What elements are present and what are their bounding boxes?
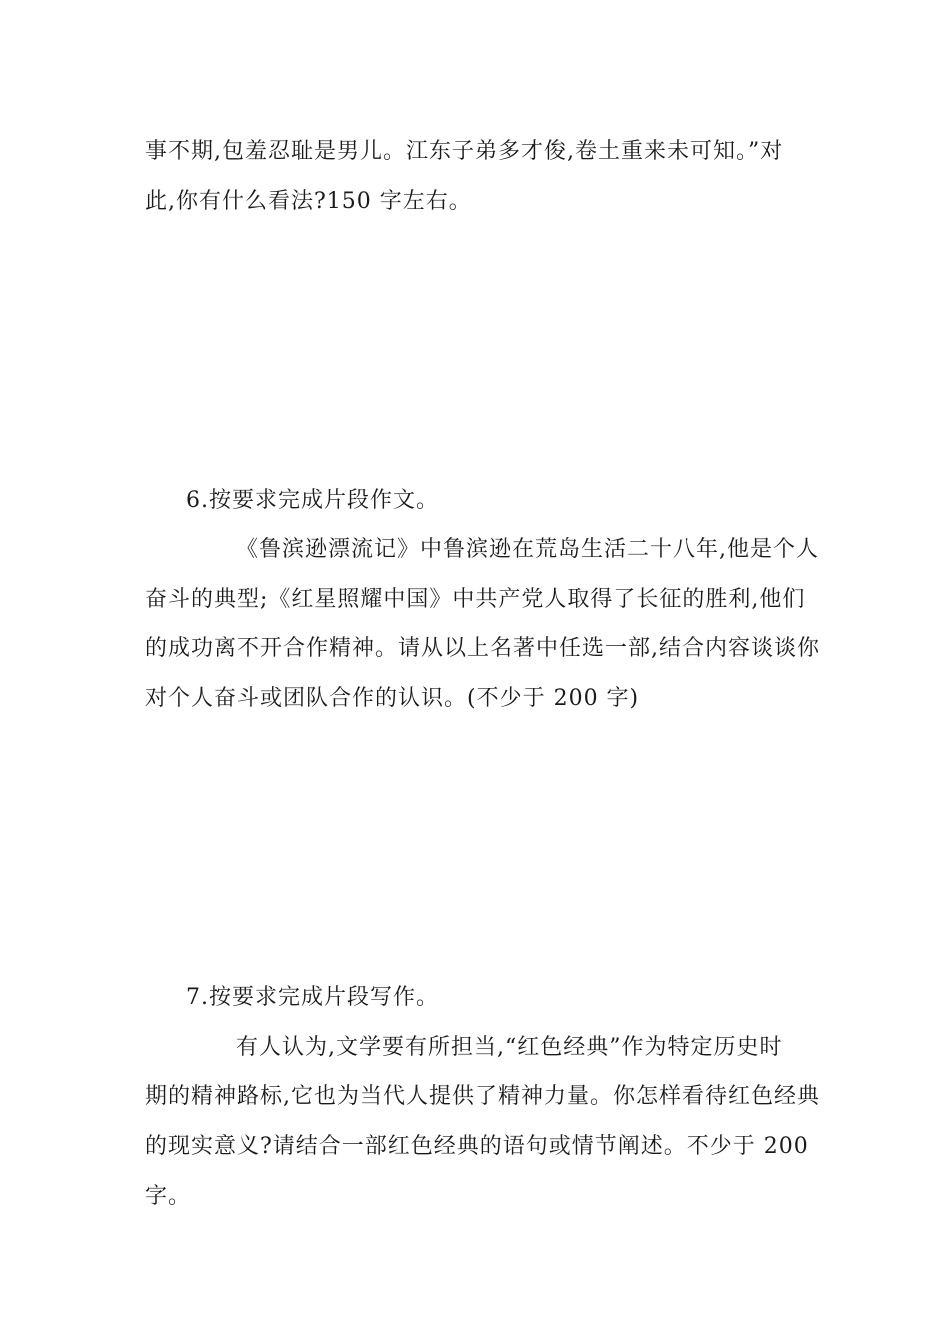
- question-7-line-4: 字。: [145, 1184, 192, 1209]
- question-7-line-3: 的现实意义?请结合一部红色经典的语句或情节阐述。不少于 200: [145, 1134, 809, 1159]
- question-6-line-1: 《鲁滨逊漂流记》中鲁滨逊在荒岛生活二十八年,他是个人: [236, 537, 819, 562]
- question-6-line-3: 的成功离不开合作精神。请从以上名著中任选一部,结合内容谈谈你: [145, 636, 820, 661]
- question-6-heading: 6.按要求完成片段作文。: [186, 488, 439, 513]
- question-7-heading: 7.按要求完成片段写作。: [186, 985, 439, 1010]
- question-7-line-2: 期的精神路标,它也为当代人提供了精神力量。你怎样看待红色经典: [145, 1084, 820, 1109]
- continuation-line-1: 事不期,包羞忍耻是男儿。江东子弟多才俊,卷土重来未可知。”对: [145, 139, 784, 164]
- question-7-line-1: 有人认为,文学要有所担当,“红色经典”作为特定历史时: [236, 1035, 783, 1060]
- question-6-line-4: 对个人奋斗或团队合作的认识。(不少于 200 字): [145, 686, 640, 711]
- continuation-line-2: 此,你有什么看法?150 字左右。: [145, 189, 472, 214]
- question-6-line-2: 奋斗的典型;《红星照耀中国》中共产党人取得了长征的胜利,他们: [145, 587, 806, 612]
